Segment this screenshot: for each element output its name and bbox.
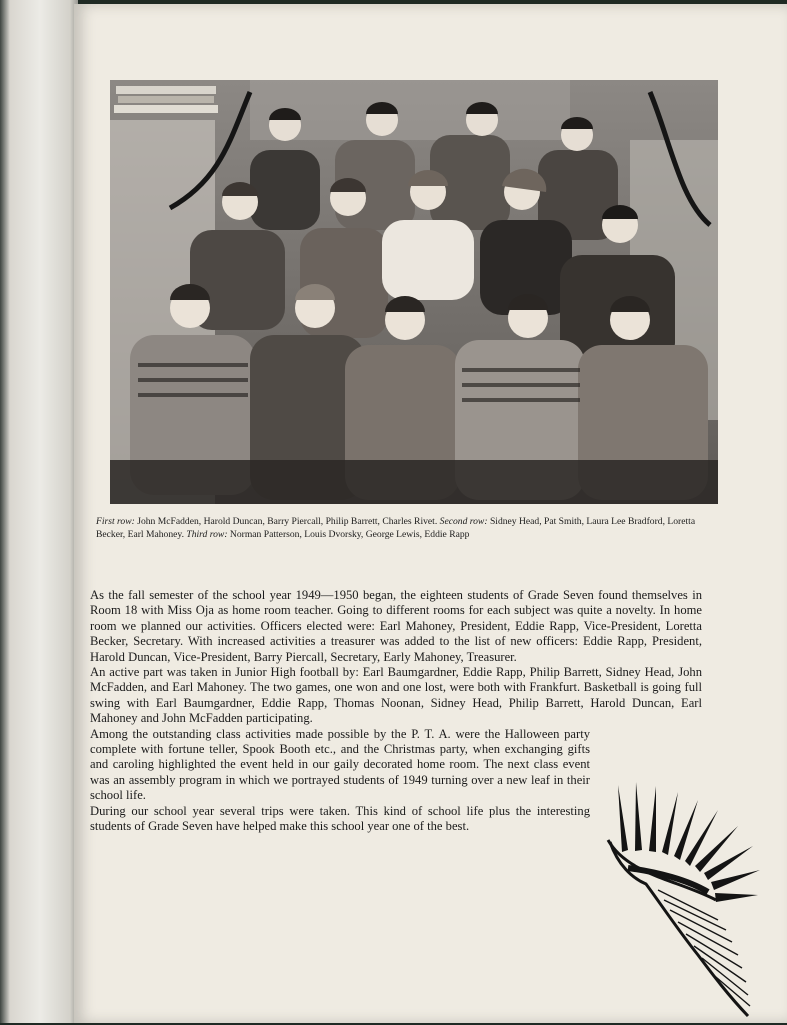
caption-second-row-label: Second row: [439, 516, 488, 527]
caption-third-row-names: Norman Patterson, Louis Dvorsky, George Lewis, Eddie Rapp [229, 529, 470, 540]
left-page-edge [0, 0, 78, 1023]
caption-first-row-names: John McFadden, Harold Duncan, Barry Piercall, Philip Barrett, Charles Rivet. [137, 516, 438, 527]
paragraph-sports: An active part was taken in Junior High football by: Earl Baumgardner, Eddie Rapp, Philip Barrett, Sidney Head, John McFadden, and Earl Mahoney. The two games, one won and one lost, were both with Frankfurt. Basketball is going full swing with Earl Baumgardner, Eddie Rapp, Thomas Noonan, Sidney Head, Philip Barrett, Harold Duncan, Earl Mahoney and John McFadden participating. [90, 665, 702, 726]
caption-first-row-label: First row: [96, 516, 135, 527]
paragraph-trips: During our school year several trips were taken. This kind of school life plus the interesting students of Grade Seven have helped make this school year one of the best. [90, 803, 590, 834]
photo-caption [96, 515, 700, 541]
photo-illustration [110, 80, 718, 504]
feather-icon [598, 780, 768, 1020]
paragraph-fall-semester: As the fall semester of the school year 1949—1950 began, the eighteen students of Grade Seven found themselves in Room 18 with Miss Oja as home room teacher. Going to different rooms for each subject was quite a novelty. In home room we planned our activities. Officers elected were: Earl Mahoney, President, Eddie Rapp, Vice-President, Loretta Becker, Secretary. With increased activities a treasurer was added to the list of new officers: Eddie Rapp, President, Harold Duncan, Vice-President, Barry Piercall, Secretary, Early Mahoney, Treasurer. [90, 588, 702, 664]
paragraph-class-activities: Among the outstanding class activities made possible by the P. T. A. were the Halloween party complete with fortune teller, Spook Booth etc., and the Christmas party, when exchanging gifts and caroling highlighted the event held in our gaily decorated home room. The next class event was an assembly program in which we portrayed students of 1949 turning over a new leaf in their school life. [90, 726, 590, 803]
caption-second-row-names: Sidney Head, Pat Smith, Laura Lee Bradford, Loretta Becker, Earl Mahoney. [96, 516, 696, 540]
class-group-photo [110, 80, 718, 504]
caption-third-row-label: Third row: [186, 529, 228, 540]
feather-headdress-illustration [598, 780, 768, 1020]
